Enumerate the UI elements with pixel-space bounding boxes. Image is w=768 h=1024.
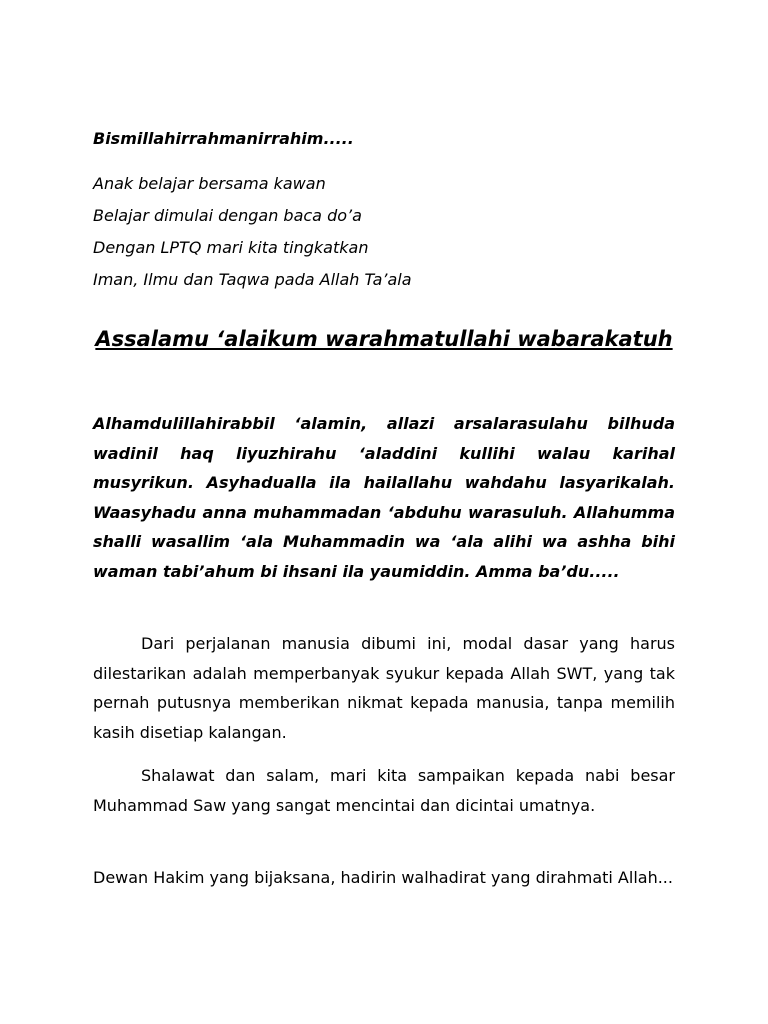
paragraph-gratitude: Dari perjalanan manusia dibumi ini, modal dasar yang harus dilestarikan adalah memperbanyak syukur kepada Allah SWT, yang tak pernah putusnya memberikan nikmat kepada manusia, tanpa memilih kasih disetiap kalangan. <box>93 634 675 742</box>
verse-line: Dengan LPTQ mari kita tingkatkan <box>93 238 369 257</box>
paragraph-greeting-judges: Dewan Hakim yang bijaksana, hadirin walhadirat yang dirahmati Allah... <box>93 868 673 887</box>
opening-basmalah: Bismillahirrahmanirrahim..... <box>93 129 354 148</box>
verse-line: Belajar dimulai dengan baca do’a <box>93 206 362 225</box>
salam-heading: Assalamu ‘alaikum warahmatullahi wabarakatuh <box>95 327 673 351</box>
paragraph-shalawat: Shalawat dan salam, mari kita sampaikan kepada nabi besar Muhammad Saw yang sangat mencintai dan dicintai umatnya. <box>93 766 675 815</box>
verse-line: Anak belajar bersama kawan <box>93 174 326 193</box>
opening-verse <box>93 168 412 296</box>
verse-line: Iman, Ilmu dan Taqwa pada Allah Ta’ala <box>93 270 412 289</box>
arabic-opening-paragraph: Alhamdulillahirabbil ‘alamin, allazi arsalarasulahu bilhuda wadinil haq liyuzhirahu ‘aladdini kullihi walau karihal musyrikun. Asyhadualla ila hailallahu wahdahu lasyarikalah. Waasyhadu anna muhammadan ‘abduhu warasuluh. Allahumma shalli wasallim ‘ala Muhammadin wa ‘ala alihi wa ashha bihi waman tabi’ahum bi ihsani ila yaumiddin. Amma ba’du..... <box>93 414 675 581</box>
